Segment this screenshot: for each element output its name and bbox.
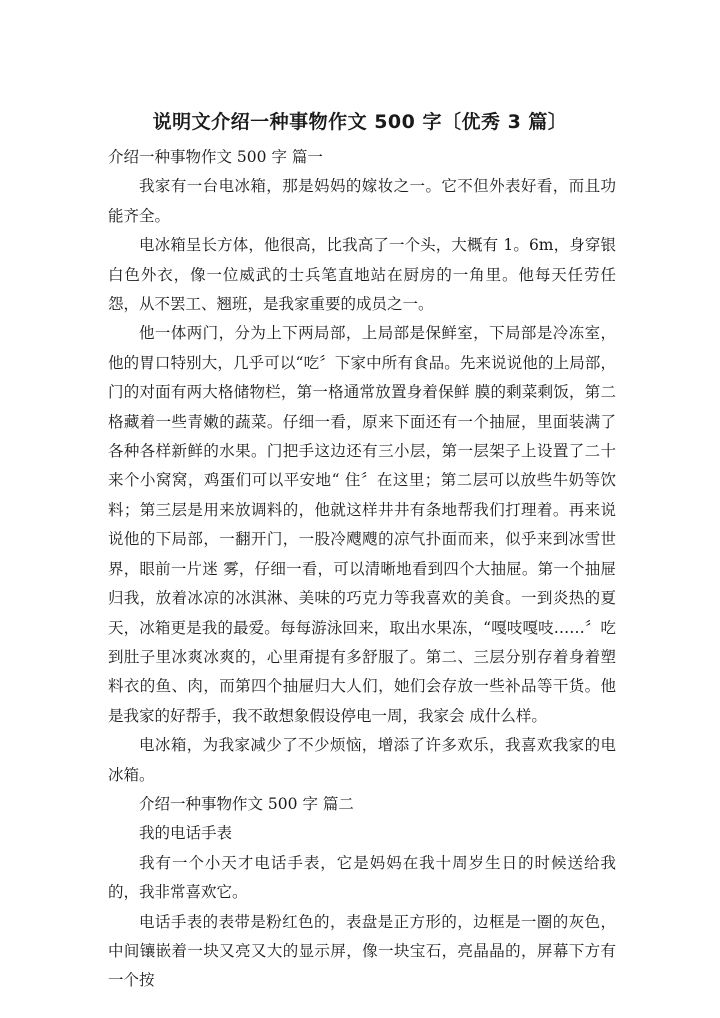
paragraph: 他一体两门，分为上下两局部，上局部是保鲜室，下局部是冷冻室，他的胃口特别大，几乎可以“吃〞下家中所有食品。先来说说他的上局部，门的对面有两大格储物栏，第一格通常放置身着保鲜 膜的剩菜剩饭，第二格藏着一些青嫩的蔬菜。仔细一看，原来下面还有一个抽屉，里面装满了各种各样新鲜的水果。门把手这边还有三小层，第一层架子上设置了二十来个小窝窝，鸡蛋们可以平安地“ 住〞在这里；第二层可以放些牛奶等饮料；第三层是用来放调料的，他就这样井井有条地帮我们打理着。再来说说他的下局部，一翻开门，一股冷飕飕的凉气扑面而来，似乎来到冰雪世界，眼前一片迷 雾，仔细一看，可以清晰地看到四个大抽屉。第一个抽屉归我，放着冰凉的冰淇淋、美味的巧克力等我喜欢的美食。一到炎热的夏天，冰箱更是我的最爱。每每游泳回来，取出水果冻，“嘎吱嘎吱……〞吃到肚子里冰爽冰爽的，心里甭提有多舒服了。第二、三层分别存着身着塑料衣的鱼、肉，而第四个抽屉归大人们，她们会存放一些补品等干货。他是我家的好帮手，我不敢想象假设停电一周，我家会 成什么样。 (108, 324, 616, 725)
paragraph: 电话手表的表带是粉红色的，表盘是正方形的，边框是一圈的灰色，中间镶嵌着一块又亮又大的显示屏，像一块宝石，亮晶晶的，屏幕下方有一个按 (108, 912, 616, 990)
document-title: 说明文介绍一种事物作文 500 字〔优秀 3 篇〕 (152, 111, 568, 133)
paragraph: 电冰箱呈长方体，他很高，比我高了一个头，大概有 1。6m，身穿银白色外衣，像一位威武的士兵笔直地站在厨房的一角里。他每天任劳任怨，从不罢工、翘班，是我家重要的成员之一。 (108, 236, 616, 314)
section-heading: 介绍一种事物作文 500 字 篇二 (139, 794, 354, 813)
section-heading: 介绍一种事物作文 500 字 篇一 (108, 148, 323, 166)
paragraph: 我有一个小天才电话手表，它是妈妈在我十周岁生日的时候送给我的，我非常喜欢它。 (108, 853, 616, 902)
section-subtitle: 我的电话手表 (139, 824, 233, 843)
document-body (108, 143, 616, 996)
paragraph: 我家有一台电冰箱，那是妈妈的嫁妆之一。它不但外表好看，而且功能齐全。 (108, 177, 616, 225)
paragraph: 电冰箱，为我家减少了不少烦恼，增添了许多欢乐，我喜欢我家的电冰箱。 (108, 736, 616, 784)
